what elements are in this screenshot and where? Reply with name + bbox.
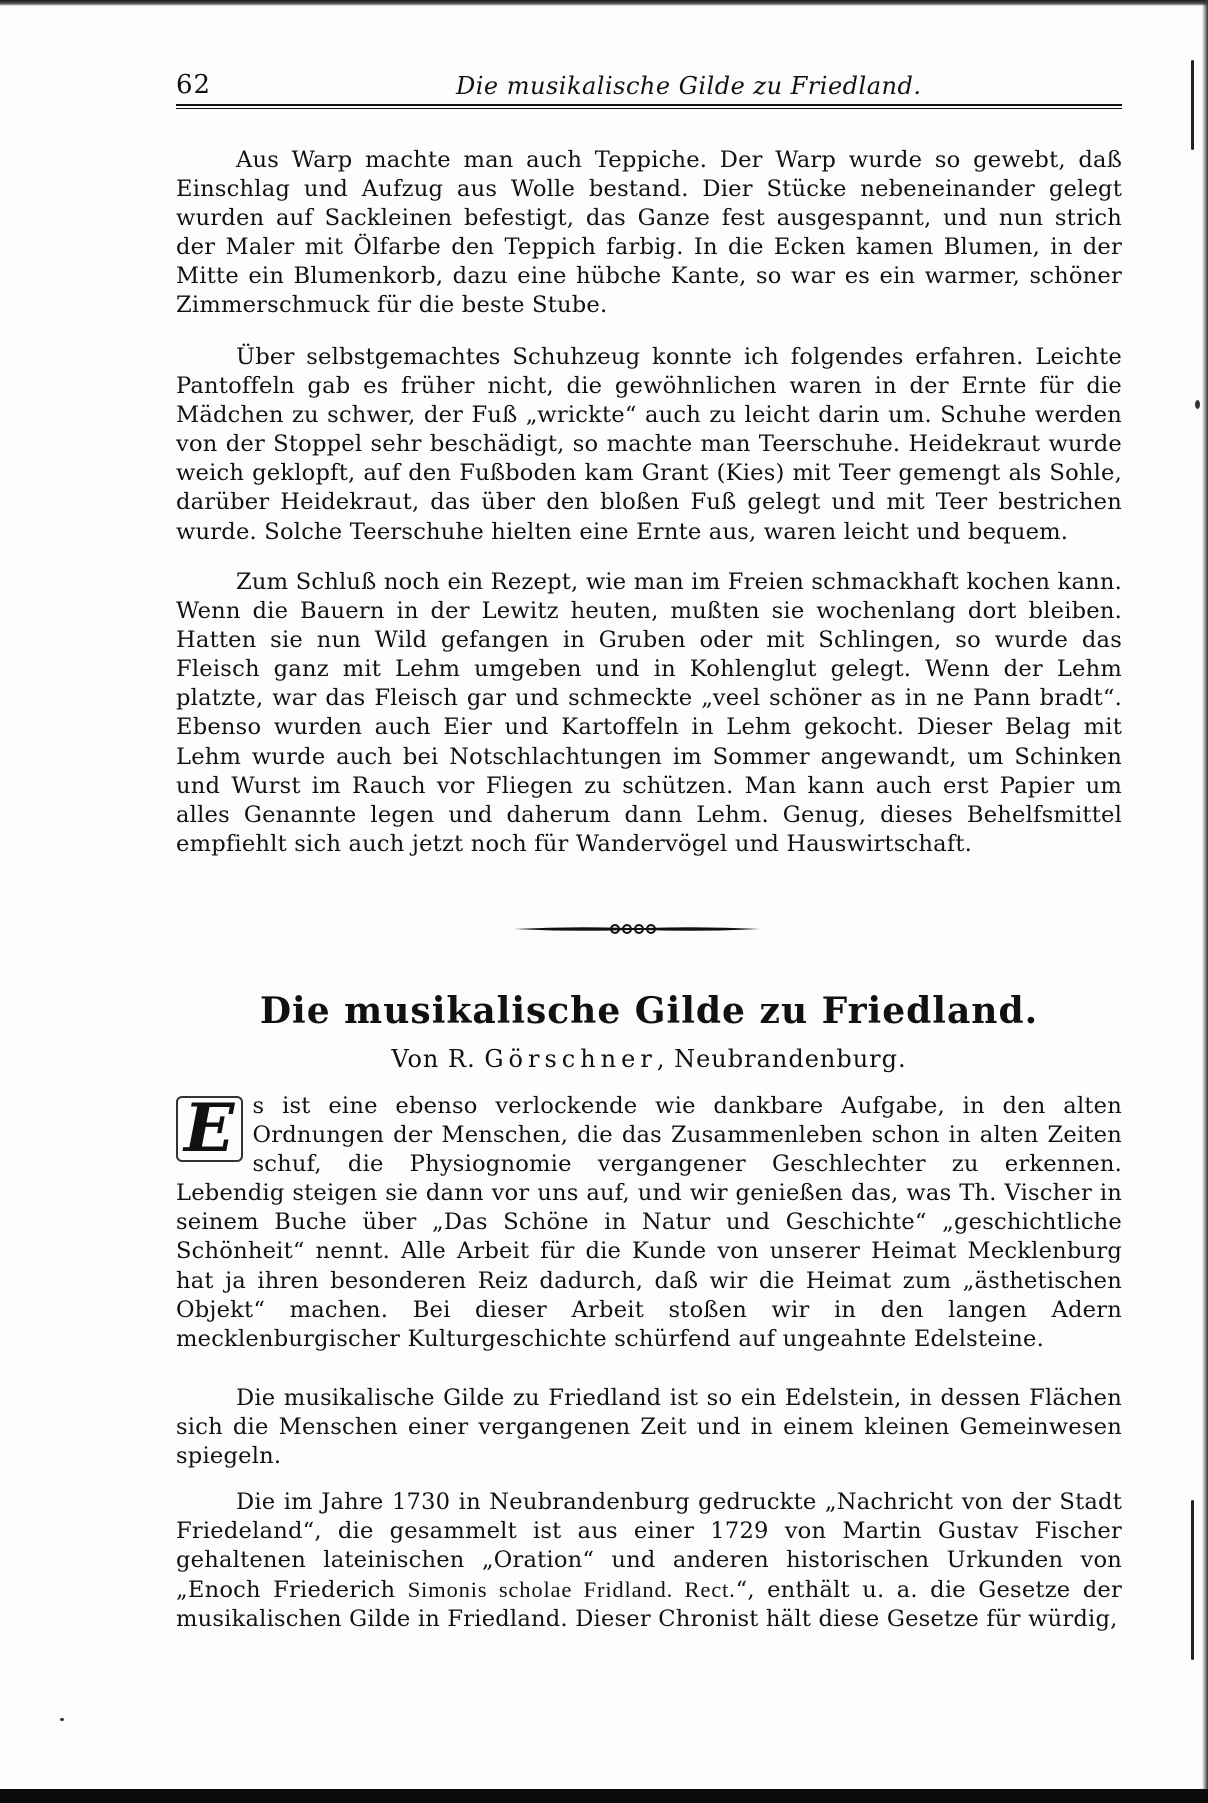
paragraph — [176, 1089, 1122, 1354]
paragraph-text: Die im Jahre 1730 in Neubrandenburg gedruckte „Nachricht von der Stadt Friedeland“, die gesammelt ist aus einer 1729 von Martin Gustav Fischer gehaltenen lateinischen „Oration“ und anderen historischen Urkunden von „Enoch Friederich — [176, 1489, 1122, 1604]
article-paragraph-3 — [176, 1488, 1122, 1634]
scan-speck — [1195, 400, 1200, 409]
scan-speck — [60, 1718, 64, 1721]
latin-citation: Simonis scholae Fridland. Rect. — [407, 1577, 736, 1603]
paragraph: Zum Schluß noch ein Rezept, wie man im Freien schmackhaft kochen kann. Wenn die Bauern in der Lewitz heuten, mußten sie wochenlang dort bleiben. Hatten sie nun Wild gefangen in Gruben oder mit Schlingen, so wurde das Fleisch ganz mit Lehm umgeben und in Kohlenglut gelegt. Wenn der Lehm platzte, war das Fleisch gar und schmeckte „veel schöner as in ne Pann bradt“. Ebenso wurden auch Eier und Kartoffeln in Lehm gekocht. Dieser Belag mit Lehm wurde auch bei Notschlachtungen im Sommer angewandt, um Schinken und Wurst im Rauch vor Fliegen zu schützen. Man kann auch erst Papier um alles Genannte legen und daherum dann Lehm. Genug, dieses Behelfsmittel empfiehlt sich auch jetzt noch für Wandervögel und Hauswirtschaft. — [176, 569, 1122, 857]
header-rule — [176, 104, 1122, 109]
byline-place: , Neubrandenburg. — [656, 1045, 907, 1073]
byline-author: Görschner — [484, 1045, 657, 1073]
article-intro — [176, 1089, 1122, 1354]
running-title: Die musikalische Gilde zu Friedland. — [456, 72, 922, 100]
scan-bottom-edge — [0, 1789, 1208, 1803]
page-number: 62 — [176, 70, 212, 100]
paragraph-shoes — [176, 343, 1122, 547]
scan-edge-mark — [1191, 1500, 1194, 1660]
paragraph-text: s ist eine ebenso verlockende wie dankbare Aufgabe, in den alten Ordnungen der Menschen, die das Zusammenleben schon in alten Zeiten schuf, die Physiognomie vergangener Geschlechter zu erkennen. Lebendig steigen sie dann vor uns auf, und wir genießen das, was Th. Vischer in seinem Buche über „Das Schöne in Natur und Geschichte“ „geschichtliche Schönheit“ nennt. Alle Arbeit für die Kunde von unserer Heimat Mecklenburg hat ja ihren besonderen Reiz dadurch, daß wir die Heimat zum „ästhetischen Objekt“ machen. Bei dieser Arbeit stoßen wir in den langen Adern mecklenburgischer Kulturgeschichte schürfend auf ungeahnte Edelsteine. — [176, 1093, 1122, 1352]
paragraph: Die musikalische Gilde zu Friedland ist so ein Edelstein, in dessen Flächen sich die Menschen einer vergangenen Zeit und in einem kleinen Gemeinwesen spiegeln. — [176, 1385, 1122, 1470]
drop-cap-initial: E — [176, 1096, 243, 1162]
article-byline — [176, 1045, 1122, 1073]
scan-edge-mark — [1191, 60, 1194, 150]
scan-right-edge — [1202, 0, 1208, 1803]
article-paragraph-2 — [176, 1384, 1122, 1471]
section-divider-ornament — [512, 918, 762, 940]
paragraph: Aus Warp machte man auch Teppiche. Der Warp wurde so gewebt, daß Einschlag und Aufzug aus Wolle bestand. Dier Stücke nebeneinander gelegt wurden auf Sackleinen befestigt, das Ganze fest ausgespannt, und nun strich der Maler mit Ölfarbe den Teppich farbig. In die Ecken kamen Blumen, in der Mitte ein Blumenkorb, dazu eine hübche Kante, so war es ein warmer, schöner Zimmerschmuck für die beste Stube. — [176, 147, 1122, 319]
paragraph-text: “, enthält u. a. die Gesetze der musikalischen Gilde in Friedland. Dieser Chronist hält diese Gesetze für würdig, — [176, 1577, 1122, 1633]
scan-top-edge — [0, 0, 1208, 6]
paragraph: Über selbstgemachtes Schuhzeug konnte ich folgendes erfahren. Leichte Pantoffeln gab es früher nicht, die gewöhnlichen waren in der Ernte für die Mädchen zu schwer, der Fuß „wrickte“ auch zu leicht darin um. Schuhe werden von der Stoppel sehr beschädigt, so machte man Teerschuhe. Heidekraut wurde weich geklopft, auf den Fußboden kam Grant (Kies) mit Teer gemengt als Sohle, darüber Heidekraut, das über den bloßen Fuß gelegt und mit Teer bestrichen wurde. Solche Teerschuhe hielten eine Ernte aus, waren leicht und bequem. — [176, 344, 1122, 545]
page-header — [176, 70, 1122, 104]
paragraph — [176, 1488, 1122, 1634]
paragraph-recipe — [176, 568, 1122, 859]
paragraph-carpets — [176, 146, 1122, 321]
byline-prefix: Von R. — [391, 1045, 476, 1073]
article-title: Die musikalische Gilde zu Friedland. — [259, 990, 1039, 1032]
